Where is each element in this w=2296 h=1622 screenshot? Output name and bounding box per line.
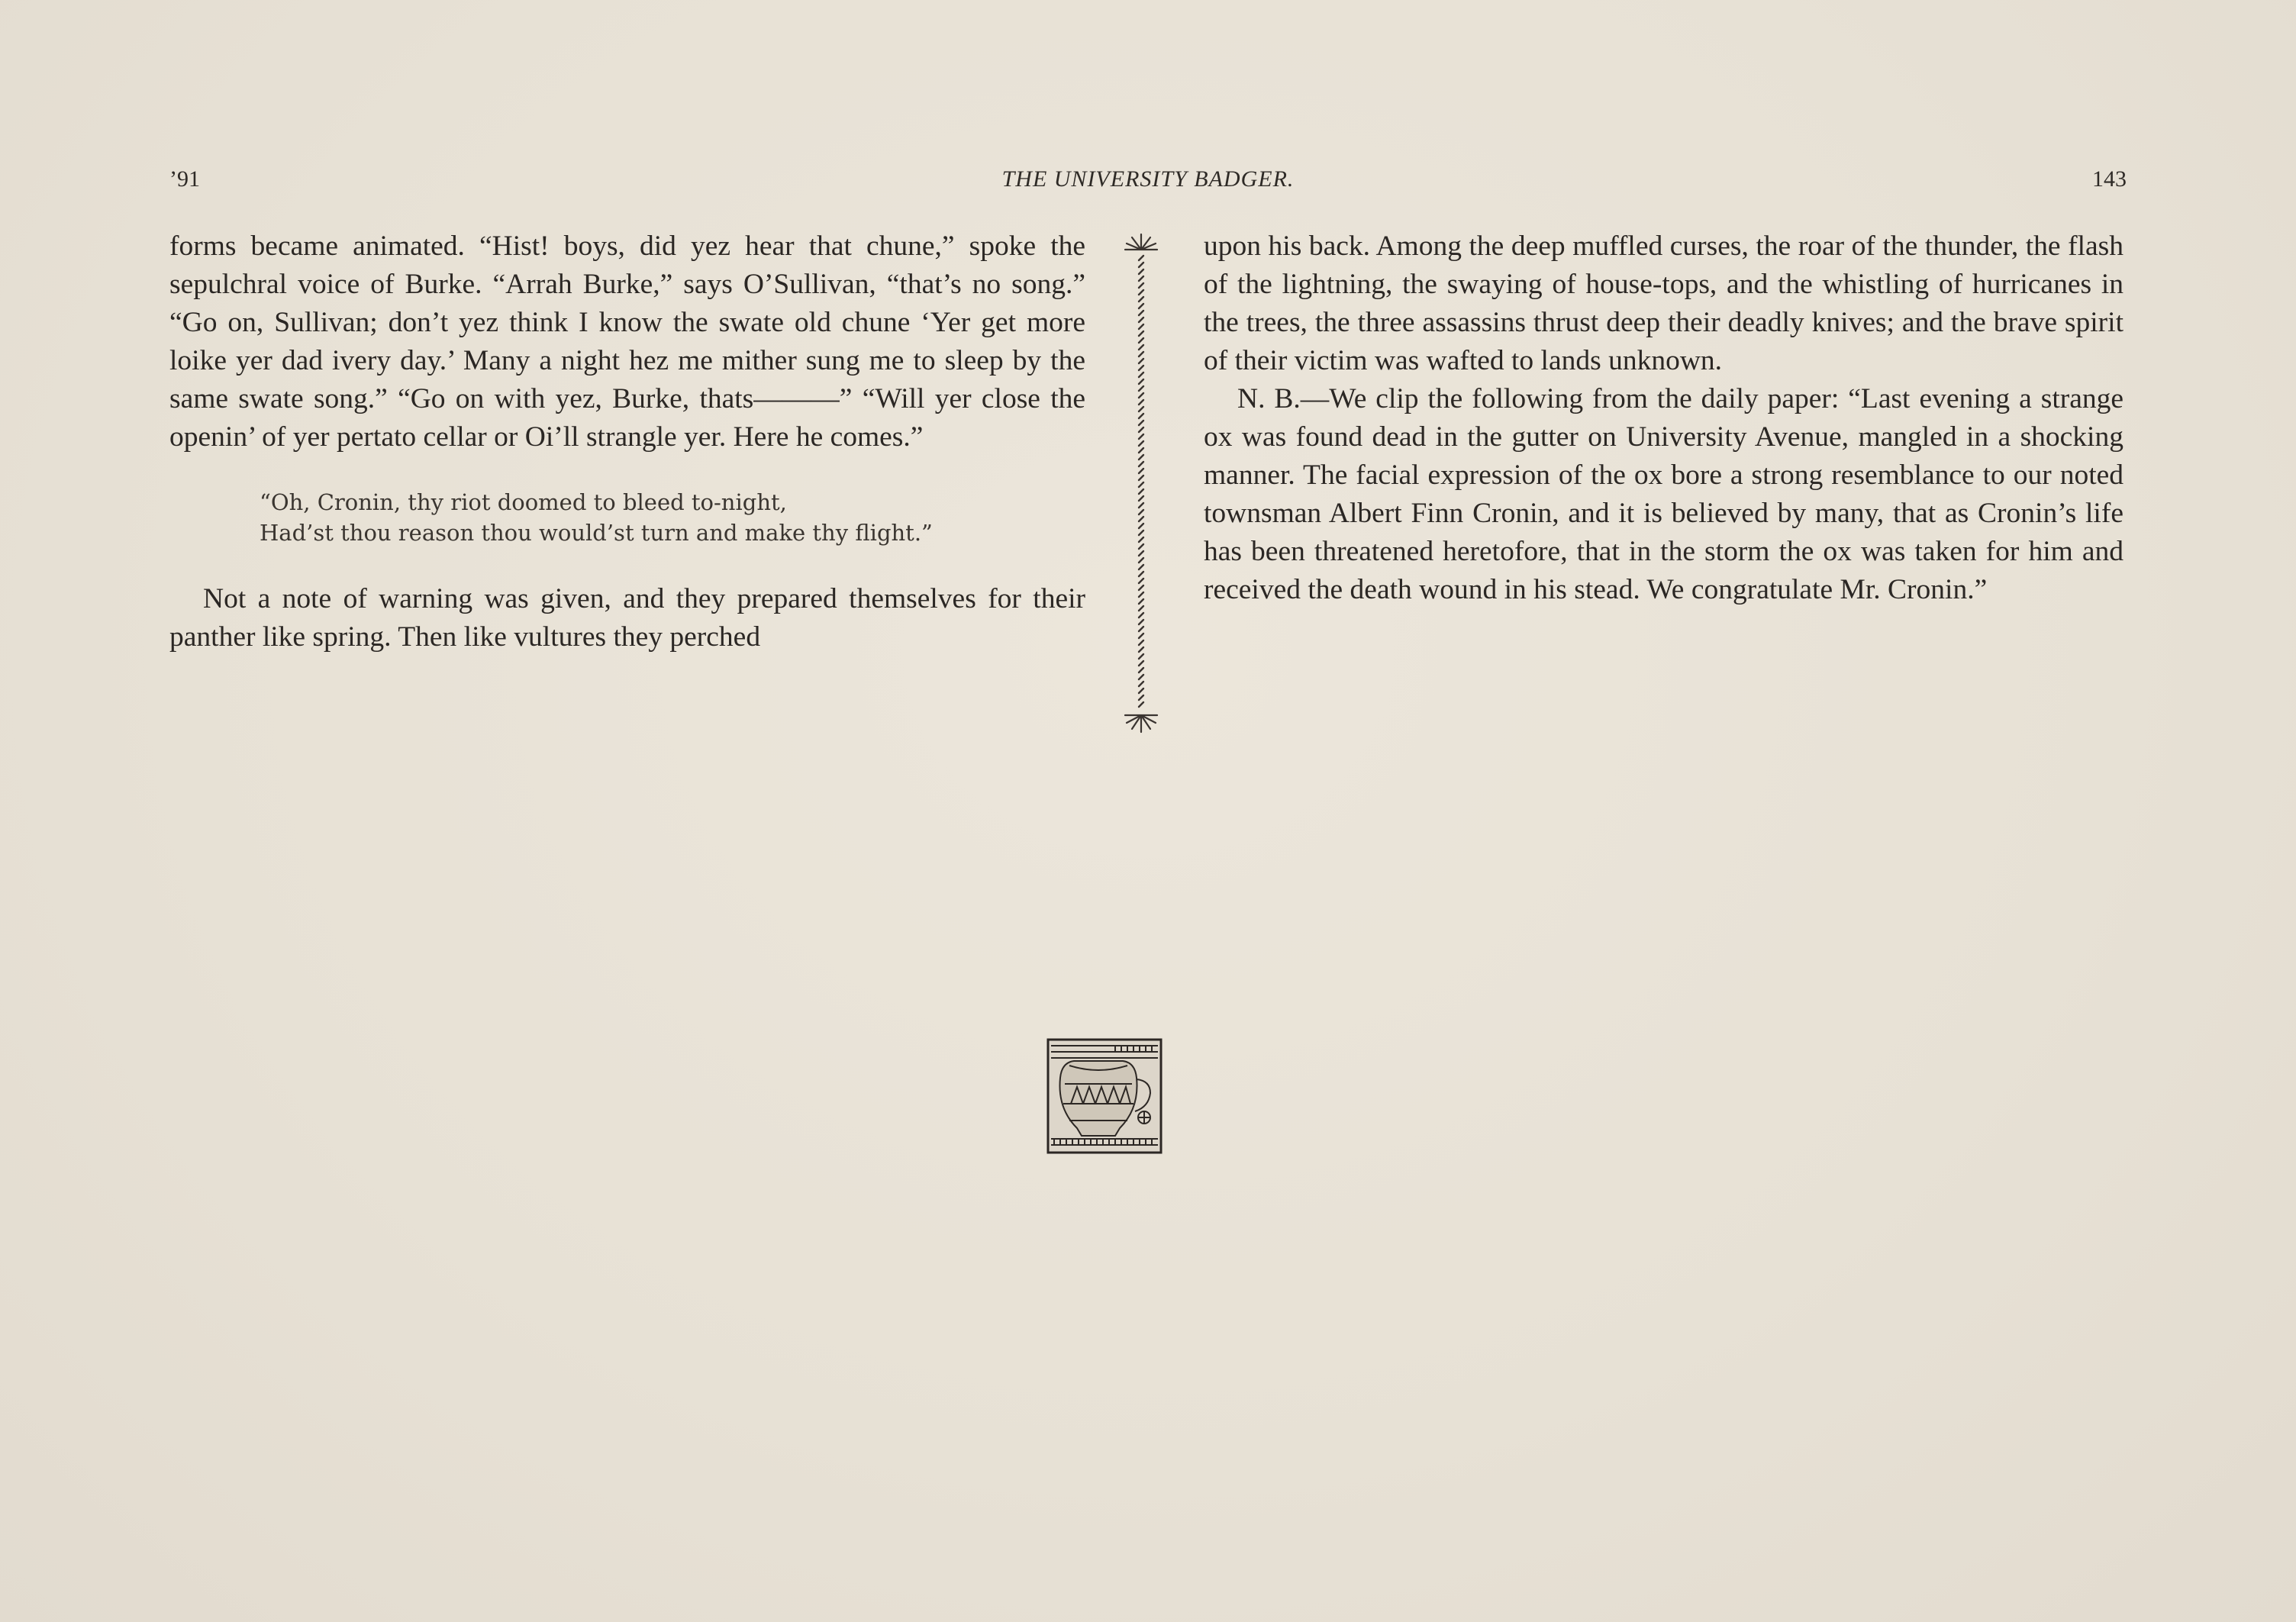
verse-line: “Oh, Cronin, thy riot doomed to bleed to-night, [260, 489, 787, 515]
rule-twist-mark [1139, 318, 1143, 322]
rule-twist-mark [1139, 386, 1143, 391]
right-paragraph-1 [1204, 227, 2123, 380]
text-line: think I know the swate old chune ‘Yer get more loike yer dad [169, 307, 1086, 376]
text-line: deep their deadly knives; and the brave spirit of their victim was [1204, 307, 2123, 376]
rule-twist-mark [1139, 551, 1143, 556]
rule-twist-mark [1139, 256, 1143, 260]
rule-twist-mark [1139, 661, 1143, 666]
rule-twist-mark [1139, 311, 1143, 315]
column-rule-ornament [1122, 233, 1160, 737]
rule-twist-mark [1139, 290, 1143, 295]
text-line: ivery day.’ Many a night hez me mither sung me to sleep by [332, 345, 1042, 376]
rule-twist-mark [1139, 352, 1143, 356]
right-column [1204, 227, 2123, 609]
rule-twist-mark [1139, 668, 1143, 672]
rule-twist-mark [1139, 613, 1143, 618]
rule-twist-mark [1139, 675, 1143, 679]
rule-twist-mark [1139, 338, 1143, 343]
text-line: life has been threatened heretofore, that in the storm the ox was [1204, 498, 2123, 567]
rule-twist-mark [1139, 427, 1143, 432]
rule-twist-mark [1139, 572, 1143, 576]
rule-twist-mark [1139, 627, 1143, 631]
rule-twist-mark [1139, 469, 1143, 473]
rule-twist-mark [1139, 647, 1143, 652]
rule-twist-mark [1139, 283, 1143, 288]
rule-twist-mark [1139, 585, 1143, 590]
text-line: for their panther like spring. Then like vultures they perched [169, 583, 1086, 653]
rule-twist-mark [1139, 359, 1143, 363]
rule-twist-mark [1139, 421, 1143, 425]
rule-twist-mark [1139, 331, 1143, 336]
rule-twist-mark [1139, 455, 1143, 460]
text-line: evening a strange ox was found dead in the gutter on University [1204, 383, 2124, 453]
text-line: “Will yer close the openin’ of yer pertato cellar or Oi’ll strangle [169, 383, 1086, 453]
rule-twist-mark [1139, 489, 1143, 494]
rule-twist-mark [1139, 462, 1143, 466]
rule-twist-mark [1139, 496, 1143, 501]
rule-twist-mark [1139, 297, 1143, 302]
rule-twist-mark [1139, 269, 1143, 274]
text-line: Avenue, mangled in a shocking manner. The facial expression [1204, 421, 2123, 491]
verse-quotation [260, 487, 1085, 548]
text-line: wafted to lands unknown. [1426, 345, 1723, 376]
text-line: forms became animated. “Hist! boys, did yez hear that chune,” [169, 231, 955, 262]
rule-twist-mark [1139, 345, 1143, 350]
rule-twist-mark [1139, 372, 1143, 377]
rule-twist-mark [1139, 606, 1143, 611]
rule-twist-mark [1139, 434, 1143, 439]
rule-twist-mark [1139, 530, 1143, 535]
text-line: N. B.—We clip the following from the daily paper: “Last [1237, 383, 1911, 414]
text-line: yer. Here he comes.” [684, 421, 924, 453]
rule-twist-mark [1139, 407, 1143, 411]
rule-twist-mark [1139, 448, 1143, 453]
rule-twist-mark [1139, 579, 1143, 583]
text-line: taken for him and received the death wound in his stead. We [1204, 536, 2124, 605]
rule-twist-mark [1139, 510, 1143, 514]
rule-twist-mark [1139, 324, 1143, 329]
rule-twist-mark [1139, 592, 1143, 597]
header-title: THE UNIVERSITY BADGER. [1001, 166, 1295, 192]
rule-twist-mark [1139, 682, 1143, 686]
rule-twist-mark [1139, 565, 1143, 569]
rule-twist-mark [1139, 476, 1143, 480]
rule-twist-mark [1139, 695, 1143, 700]
text-line: upon his back. Among the deep muffled curses, the roar of the [1204, 231, 1918, 262]
urn-vignette-icon [1046, 1038, 1163, 1154]
rule-twist-mark [1139, 544, 1143, 549]
text-line: congratulate Mr. Cronin.” [1691, 574, 1988, 605]
verse-line: Had’st thou reason thou would’st turn and make thy flight.” [260, 520, 933, 546]
rule-twist-mark [1139, 414, 1143, 418]
rule-twist-mark [1139, 304, 1143, 308]
rule-twist-mark [1139, 366, 1143, 370]
rule-twist-mark [1139, 379, 1143, 384]
rule-twist-mark [1139, 688, 1143, 693]
text-line: spoke the sepulchral voice of Burke. “Arrah Burke,” says [169, 231, 1086, 300]
text-line: O’Sullivan, “that’s no song.” “Go on, Sullivan; don’t yez [169, 269, 1086, 338]
page-number: 143 [2092, 166, 2127, 192]
text-line: the whistling of hurricanes in the trees, the three assassins thrust [1204, 269, 2123, 338]
rule-twist-mark [1139, 537, 1143, 542]
text-line: the same swate song.” “Go on with yez, Burke, thats———” [169, 345, 1085, 414]
left-paragraph-1 [169, 227, 1085, 456]
rule-twist-mark [1139, 558, 1143, 563]
running-head [169, 166, 2127, 197]
left-paragraph-2 [169, 580, 1085, 656]
rule-twist-mark [1139, 524, 1143, 528]
rule-twist-mark [1139, 640, 1143, 645]
rule-twist-mark [1139, 441, 1143, 446]
rule-twist-mark [1139, 599, 1143, 604]
rule-twist-mark [1139, 517, 1143, 521]
right-paragraph-2 [1204, 380, 2123, 609]
rule-twist-mark [1139, 620, 1143, 624]
rule-twist-mark [1139, 400, 1143, 405]
text-line: Albert Finn Cronin, and it is believed by many, that as Cronin’s [1328, 498, 2077, 529]
rule-twist-mark [1139, 634, 1143, 638]
rule-twist-mark [1139, 702, 1143, 707]
left-column [169, 227, 1085, 656]
text-line: Not a note of warning was given, and they prepared themselves [203, 583, 976, 614]
rule-twist-mark [1139, 393, 1143, 398]
rule-twist-mark [1139, 263, 1143, 267]
text-line: of the ox bore a strong resemblance to our noted townsman [1204, 460, 2124, 529]
rule-twist-mark [1139, 482, 1143, 487]
header-year: ’91 [169, 166, 200, 192]
rule-twist-mark [1139, 503, 1143, 508]
rule-twist-mark [1139, 276, 1143, 281]
rule-twist-mark [1139, 654, 1143, 659]
text-line: thunder, the flash of the lightning, the swaying of house-tops, and [1204, 231, 2124, 300]
